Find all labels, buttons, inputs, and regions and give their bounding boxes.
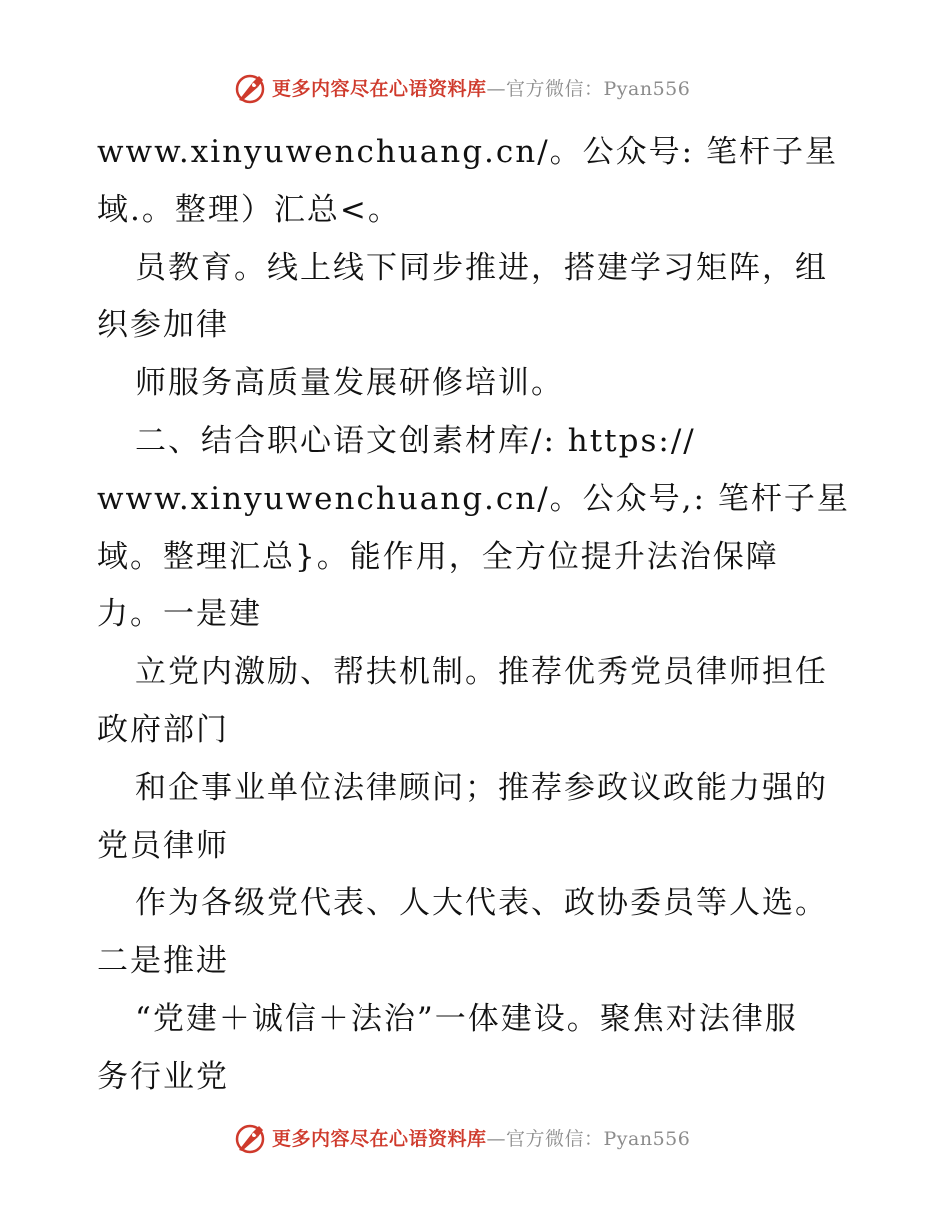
text-line: “党建＋诚信＋法治”一体建设。聚焦对法律服 (135, 1000, 798, 1037)
text-line: 务行业党 (97, 1058, 229, 1095)
footer-text (272, 1126, 690, 1152)
text-line: 党员律师 (97, 827, 229, 864)
header-brand: 更多内容尽在心语资料库 (272, 78, 487, 100)
text-line: 二、结合职心语文创素材库/: https:// (135, 422, 696, 459)
footer-banner (0, 1120, 950, 1160)
text-line: 和企事业单位法律顾问；推荐参政议政能力强的 (135, 769, 828, 806)
text-line: 二是推进 (97, 943, 229, 980)
pen-nib-icon (233, 72, 267, 106)
body-text (97, 124, 867, 1107)
header-wechat: —官方微信：Pyan556 (486, 78, 691, 100)
text-line: 作为各级党代表、人大代表、政协委员等人选。 (135, 885, 828, 922)
header-banner (0, 70, 950, 110)
pen-nib-icon (233, 1122, 267, 1156)
footer-wechat: —官方微信：Pyan556 (486, 1128, 691, 1150)
header-text (272, 76, 690, 102)
text-line: 师服务高质量发展研修培训。 (135, 365, 564, 402)
text-line: 域.。整理）汇总<。 (97, 191, 401, 228)
text-line: 员教育。线上线下同步推进，搭建学习矩阵，组 (135, 249, 828, 286)
text-line: www.xinyuwenchuang.cn/。公众号,: 笔杆子星 (97, 480, 850, 517)
footer-brand: 更多内容尽在心语资料库 (272, 1128, 487, 1150)
text-line: 织参加律 (97, 307, 229, 344)
text-line: 域。整理汇总}。能作用，全方位提升法治保障 (97, 538, 779, 575)
text-line: www.xinyuwenchuang.cn/。公众号: 笔杆子星 (97, 134, 838, 170)
text-line: 立党内激励、帮扶机制。推荐优秀党员律师担任 (135, 654, 828, 691)
text-line: 政府部门 (97, 711, 229, 748)
text-line: 力。一是建 (97, 596, 262, 633)
